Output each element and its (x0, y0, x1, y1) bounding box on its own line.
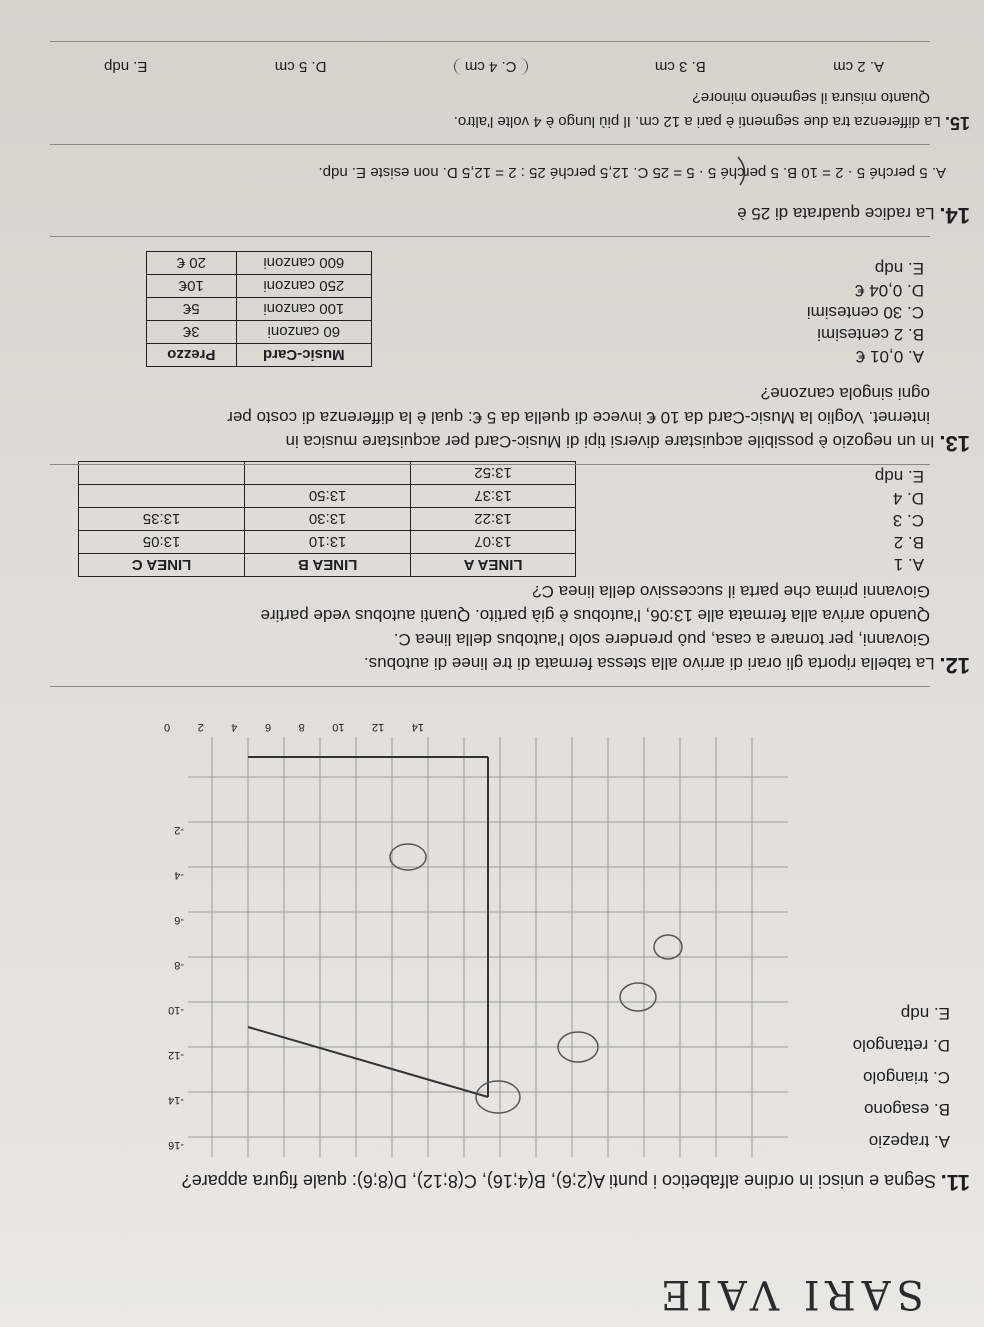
table-cell: 600 canzoni (236, 252, 371, 275)
q15-text-1: La differenza tra due segmenti è pari a 12 cm. Il più lungo è 4 volte l'altro. (453, 113, 941, 130)
divider (50, 236, 930, 237)
y-label: -16 (168, 1139, 184, 1151)
divider (50, 41, 930, 42)
q11-text: Segna e unisci in ordine alfabetico i punti A(2;6), B(4;16), C(8;12), D(8;6): quale figura appare? (181, 1171, 937, 1191)
table-cell: 10€ (147, 275, 237, 298)
header-music-card: Music-Card (236, 344, 371, 367)
y-label: -6 (174, 914, 184, 926)
y-axis-labels (168, 791, 184, 1151)
q12-text-1: La tabella riporta gli orari di arrivo alla stessa fermata di tre linee di autobus. (363, 654, 935, 673)
table-cell: 60 canzoni (236, 321, 371, 344)
q12-text-4: Giovanni prima che parta il successivo della linea C? (532, 582, 930, 601)
y-label: -2 (174, 824, 184, 836)
q15-text-2: Quanto misura il segmento minore? (692, 89, 930, 106)
q13-option-c[interactable]: C. 30 centesimi (806, 303, 924, 322)
question-12 (10, 579, 970, 677)
table-cell: 13:30 (245, 508, 411, 531)
q15-option-d[interactable]: D. 5 cm (274, 58, 327, 75)
table-cell: 100 canzoni (236, 298, 371, 321)
table-cell: 13:05 (79, 531, 245, 554)
q13-option-a[interactable]: A. 0,01 € (855, 347, 924, 366)
x-label: 12 (371, 721, 385, 733)
x-label: 8 (298, 721, 305, 733)
handwritten-name: SARI VAIE (655, 1271, 924, 1317)
y-label: -8 (174, 959, 184, 971)
q12-text-2: Giovanni, per tornare a casa, può prendere solo l'autobus della linea C. (393, 630, 930, 649)
q13-number: 13. (939, 431, 970, 456)
question-15 (10, 85, 970, 135)
table-cell (79, 485, 245, 508)
q14-number: 14. (939, 203, 970, 228)
table-cell: 13:50 (245, 485, 411, 508)
q12-option-a[interactable]: A. 1 (893, 555, 924, 574)
header-linea-a: LINEA A (411, 554, 576, 577)
q15-option-e[interactable]: E. ndp (104, 58, 148, 75)
q14-text: La radice quadrata di 25 è (737, 204, 935, 223)
q11-options (790, 1002, 950, 1152)
table-cell: 13:10 (245, 531, 411, 554)
header-linea-b: LINEA B (245, 554, 411, 577)
q12-option-c[interactable]: C. 3 (892, 511, 924, 530)
q11-option-d[interactable]: D. rettangolo (852, 1036, 950, 1055)
x-label: 4 (231, 721, 238, 733)
answer-circle-mark (708, 153, 748, 189)
table-row (147, 298, 372, 321)
table-cell: 3€ (147, 321, 237, 344)
table-row (147, 252, 372, 275)
divider (50, 144, 930, 145)
table-cell: 13:35 (79, 508, 245, 531)
q15-options (104, 58, 884, 75)
table-cell: 13:37 (411, 485, 576, 508)
divider (50, 464, 930, 465)
question-11 (10, 1169, 970, 1195)
music-card-table (146, 251, 372, 367)
q15-number: 15. (944, 113, 970, 133)
coordinate-grid (188, 717, 788, 1157)
q15-option-c[interactable]: C. 4 cm (454, 58, 528, 75)
q13-text-2: internet. Voglio la Music-Card da 10 € invece di quella da 5 €: qual è la differenza di costo per (227, 408, 930, 427)
divider (50, 686, 930, 687)
q12-option-e[interactable]: E. ndp (874, 467, 924, 486)
q13-option-e[interactable]: E. ndp (874, 259, 924, 278)
q13-option-b[interactable]: B. 2 centesimi (817, 325, 924, 344)
table-row (79, 485, 576, 508)
q12-option-b[interactable]: B. 2 (893, 533, 924, 552)
table-cell: 13:22 (411, 508, 576, 531)
q13-options (807, 257, 924, 367)
table-row (79, 508, 576, 531)
x-label: 14 (411, 721, 424, 733)
q11-option-e[interactable]: E. ndp (900, 1004, 950, 1023)
x-label: 2 (197, 721, 204, 733)
q12-text-3: Quando arriva alla fermata alle 13:06, l'autobus è già partito. Quanti autobus vede partire (260, 606, 930, 625)
table-row (147, 321, 372, 344)
q15-option-a[interactable]: A. 2 cm (833, 58, 884, 75)
y-label: -4 (174, 869, 184, 881)
q12-option-d[interactable]: D. 4 (892, 489, 924, 508)
q13-text-3: ogni singola canzone? (760, 384, 930, 403)
table-cell: 5€ (147, 298, 237, 321)
table-row (147, 275, 372, 298)
y-label: -14 (168, 1094, 184, 1106)
q12-options (875, 465, 924, 575)
table-cell: 20 € (147, 252, 237, 275)
x-label: 0 (164, 721, 171, 733)
header-prezzo: Prezzo (147, 344, 237, 367)
q11-number: 11. (940, 1170, 970, 1195)
q11-option-c[interactable]: C. triangolo (863, 1068, 950, 1087)
q13-option-d[interactable]: D. 0,04 € (855, 281, 924, 300)
q11-option-a[interactable]: A. trapezio (868, 1132, 950, 1151)
table-cell: 13:07 (411, 531, 576, 554)
q14-options[interactable]: A. 5 perché 5 · 2 = 10 B. 5 perché 5 · 5 = 25 C. 12,5 perché 25 : 2 = 12,5 D. non esiste E. ndp. (318, 164, 946, 181)
question-13 (10, 381, 970, 455)
x-label: 10 (332, 721, 345, 733)
x-label: 6 (264, 721, 272, 733)
table-row (79, 531, 576, 554)
bus-timetable (78, 461, 576, 577)
y-label: -12 (168, 1049, 184, 1061)
y-label: -10 (168, 1004, 184, 1016)
q13-text-1: In un negozio è possibile acquistare diversi tipi di Music-Card per acquistare musica in (285, 432, 935, 451)
q12-number: 12. (939, 653, 970, 678)
q15-option-b[interactable]: B. 3 cm (654, 58, 706, 75)
table-cell: 250 canzoni (236, 275, 371, 298)
header-linea-c: LINEA C (79, 554, 245, 577)
question-14 (10, 201, 970, 227)
table-cell: 13:52 (411, 462, 576, 485)
x-axis-labels (164, 721, 424, 733)
q11-option-b[interactable]: B. esagono (863, 1100, 950, 1119)
